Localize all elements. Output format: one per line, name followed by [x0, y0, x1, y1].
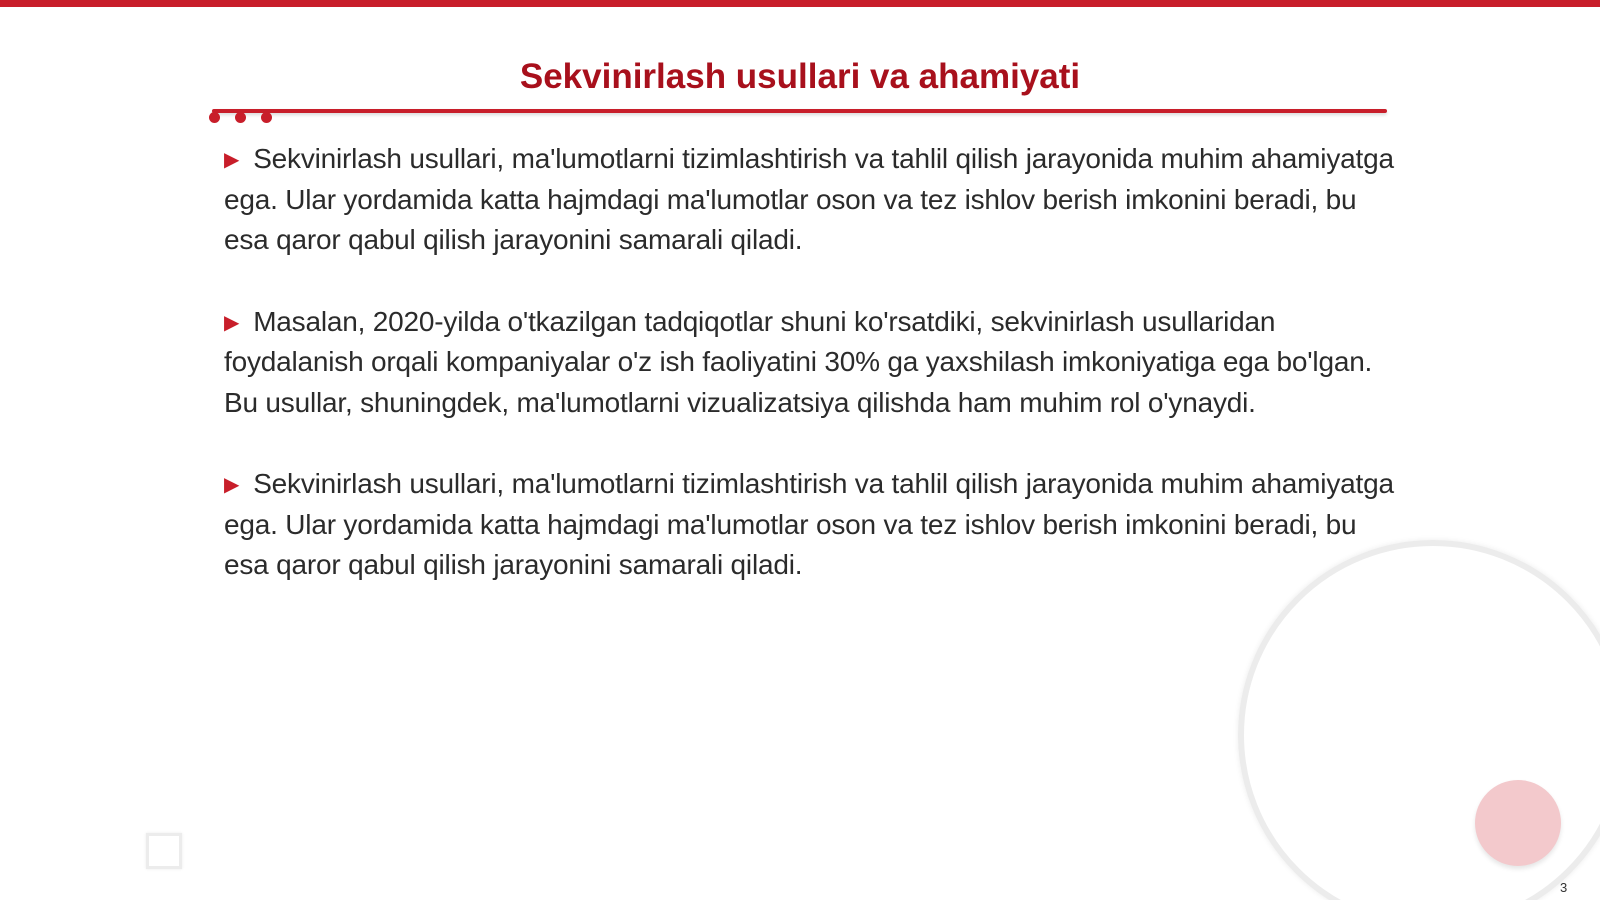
slide-title: Sekvinirlash usullari va ahamiyati [519, 57, 1081, 96]
underline-dot-3 [261, 112, 272, 123]
bullet-paragraph-1 [224, 139, 1394, 261]
triangle-right-icon: ▶ [224, 311, 240, 334]
top-accent-bar [0, 0, 1600, 7]
decorative-square [146, 833, 182, 869]
bullet-paragraph-2 [224, 302, 1394, 424]
slide-body [224, 139, 1394, 627]
title-underline [212, 109, 1387, 113]
decorative-pink-circle [1475, 780, 1561, 866]
paragraph-text: Masalan, 2020-yilda o'tkazilgan tadqiqotlar shuni ko'rsatdiki, sekvinirlash usullaridan foydalanish orqali kompaniyalar o'z ish faoliyatini 30% ga yaxshilash imkoniyatiga ega bo'lgan. Bu usullar, shuningdek, ma'lumotlarni vizualizatsiya qilishda ham muhim rol o'ynaydi. [224, 305, 1373, 418]
underline-dot-2 [235, 112, 246, 123]
page-number: 3 [1560, 880, 1568, 895]
underline-dot-1 [209, 112, 220, 123]
bullet-paragraph-3 [224, 464, 1394, 586]
paragraph-text: Sekvinirlash usullari, ma'lumotlarni tizimlashtirish va tahlil qilish jarayonida muhim ahamiyatga ega. Ular yordamida katta hajmdagi ma'lumotlar oson va tez ishlov berish imkonini beradi, bu esa qaror qabul qilish jarayonini samarali qiladi. [224, 143, 1394, 255]
triangle-right-icon: ▶ [224, 474, 240, 496]
paragraph-text: Sekvinirlash usullari, ma'lumotlarni tizimlashtirish va tahlil qilish jarayonida muhim ahamiyatga ega. Ular yordamida katta hajmdagi ma'lumotlar oson va tez ishlov berish imkonini beradi, bu esa qaror qabul qilish jarayonini samarali qiladi. [224, 468, 1394, 580]
triangle-right-icon: ▶ [224, 149, 240, 171]
